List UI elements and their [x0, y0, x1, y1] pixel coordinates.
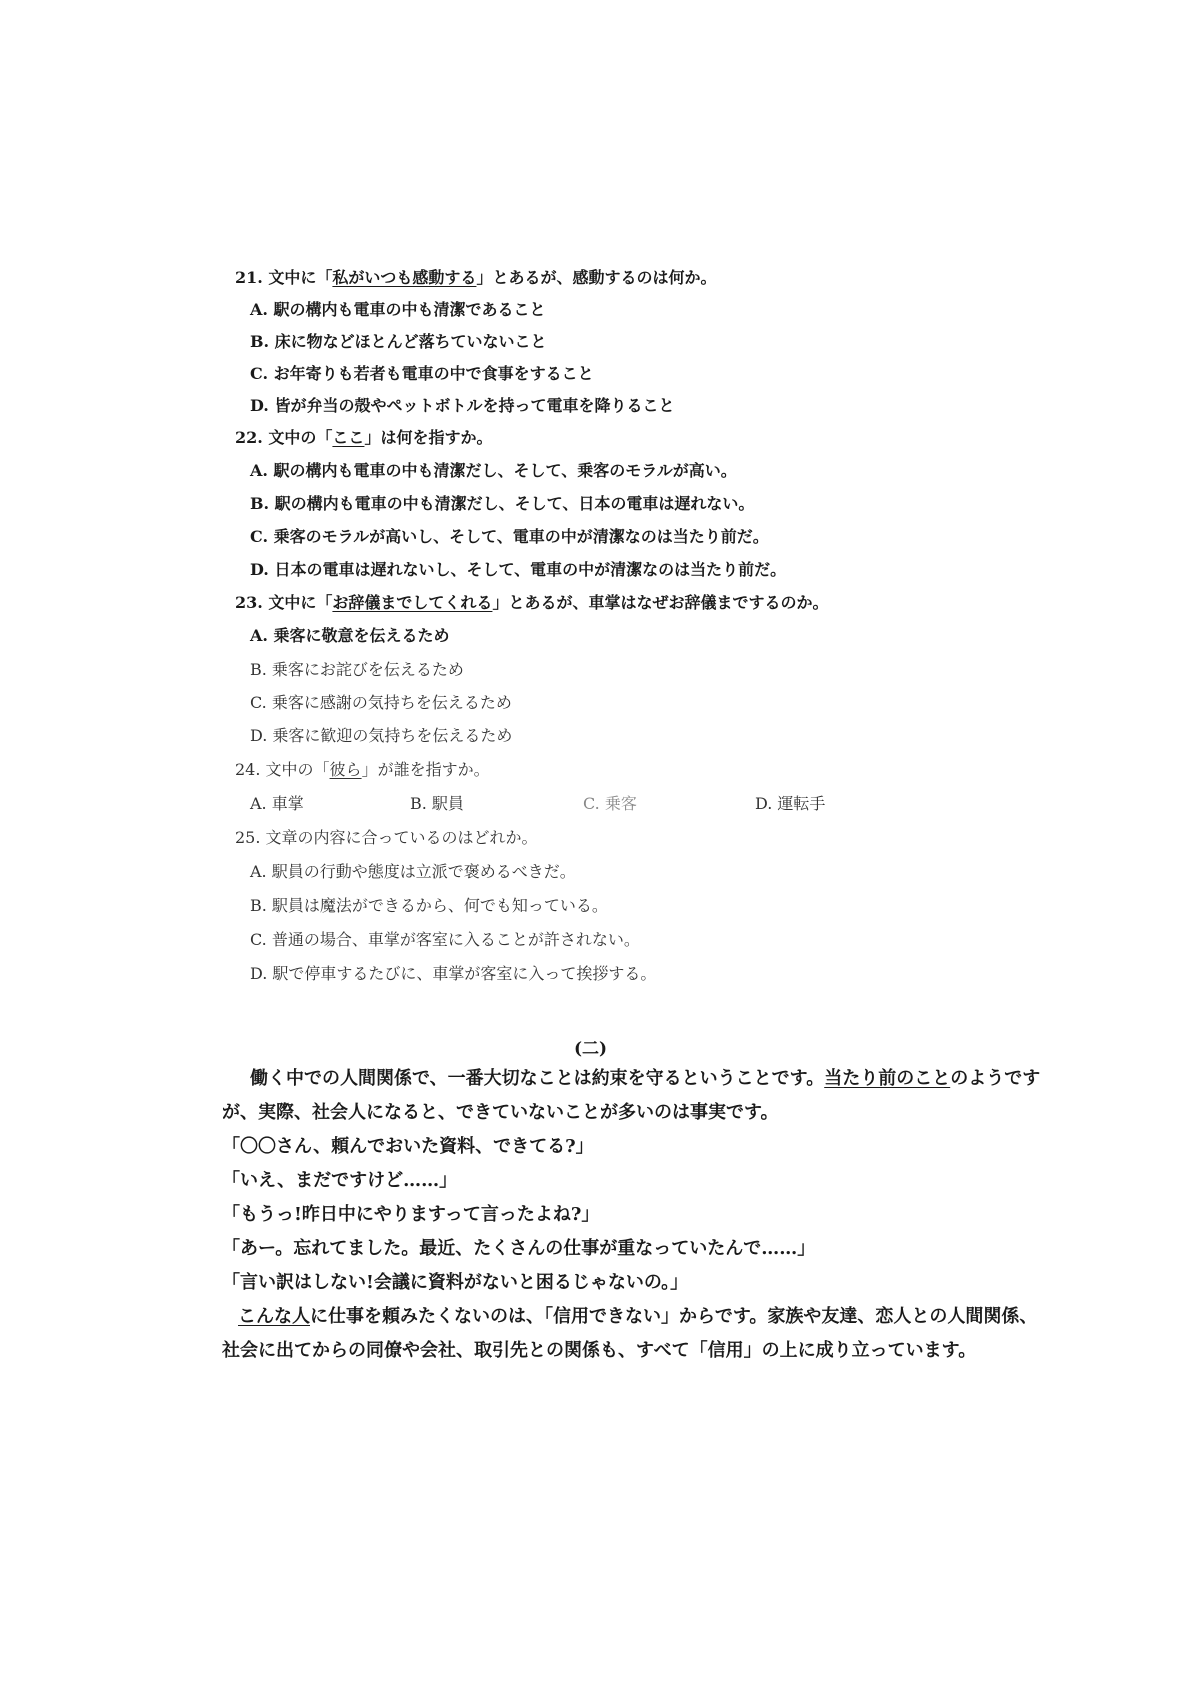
- option-22-c: C. 乗客のモラルが高いし、そして、電車の中が清潔なのは当たり前だ。: [250, 527, 769, 546]
- question-21-quote: 私がいつも感動する: [332, 268, 477, 287]
- option-25-d: D. 駅で停車するたびに、車掌が客室に入って挨拶する。: [250, 964, 657, 983]
- question-22: [235, 428, 492, 448]
- question-21: [235, 268, 716, 288]
- option-21-c: C. お年寄りも若者も電車の中で食事をすること: [250, 364, 594, 383]
- option-21-d: D. 皆が弁当の殻やペットボトルを持って電車を降りること: [250, 396, 675, 415]
- dialog-line-5: 「言い訳はしない!会議に資料がないと困るじゃないの。」: [222, 1272, 689, 1293]
- option-23-b: B. 乗客にお詫びを伝えるため: [250, 660, 464, 679]
- question-21-suffix: 」とあるが、感動するのは何か。: [476, 268, 717, 287]
- question-24: [235, 760, 490, 780]
- option-22-a: A. 駅の構内も電車の中も清潔だし、そして、乗客のモラルが高い。: [250, 461, 737, 480]
- question-23-quote: お辞儀までしてくれる: [332, 593, 493, 612]
- question-22-quote: ここ: [332, 428, 365, 447]
- option-23-c: C. 乗客に感謝の気持ちを伝えるため: [250, 693, 512, 712]
- section-title: (二): [574, 1039, 608, 1059]
- option-24-d: D. 運転手: [755, 794, 826, 813]
- paragraph-2-line-1: [238, 1306, 1037, 1328]
- paragraph-2-line-2: 社会に出てからの同僚や会社、取引先との関係も、すべて「信用」の上に成り立っています。: [222, 1340, 977, 1361]
- option-22-b: B. 駅の構内も電車の中も清潔だし、そして、日本の電車は遅れない。: [250, 494, 755, 513]
- paragraph-1-text-a: 働く中での人間関係で、一番大切なことは約束を守るということです。: [250, 1068, 825, 1089]
- paragraph-1-text-b: のようです: [950, 1068, 1041, 1089]
- paragraph-2-underlined: こんな人: [238, 1306, 310, 1327]
- dialog-line-1: 「〇〇さん、頼んでおいた資料、できてる?」: [222, 1136, 594, 1157]
- paragraph-1-underlined: 当たり前のこと: [824, 1068, 951, 1089]
- paragraph-2-text-a: に仕事を頼みたくないのは、「信用できない」からです。家族や友達、恋人との人間関係、: [310, 1306, 1038, 1327]
- option-25-b: B. 駅員は魔法ができるから、何でも知っている。: [250, 896, 608, 915]
- option-25-c: C. 普通の場合、車掌が客室に入ることが許されない。: [250, 930, 640, 949]
- paragraph-1-line-2: が、実際、社会人になると、できていないことが多いのは事実です。: [222, 1102, 779, 1123]
- question-23: [235, 593, 828, 613]
- option-21-a: A. 駅の構内も電車の中も清潔であること: [250, 300, 546, 319]
- question-24-quote: 彼ら: [329, 760, 362, 779]
- option-25-a: A. 駅員の行動や態度は立派で褒めるべきだ。: [250, 862, 576, 881]
- option-23-a: A. 乗客に敬意を伝えるため: [250, 626, 450, 645]
- option-24-b: B. 駅員: [410, 794, 464, 813]
- dialog-line-4: 「あー。忘れてました。最近、たくさんの仕事が重なっていたんで……」: [222, 1238, 816, 1259]
- question-21-prefix: 21. 文中に「: [235, 268, 333, 287]
- question-25: 25. 文章の内容に合っているのはどれか。: [235, 828, 538, 847]
- question-24-suffix: 」が誰を指すか。: [361, 760, 490, 779]
- option-24-c: C. 乗客: [583, 794, 637, 813]
- question-22-prefix: 22. 文中の「: [235, 428, 333, 447]
- dialog-line-2: 「いえ、まだですけど……」: [222, 1170, 458, 1191]
- option-23-d: D. 乗客に歓迎の気持ちを伝えるため: [250, 726, 513, 745]
- question-23-suffix: 」とあるが、車掌はなぜお辞儀までするのか。: [492, 593, 829, 612]
- option-22-d: D. 日本の電車は遅れないし、そして、電車の中が清潔なのは当たり前だ。: [250, 560, 787, 579]
- question-22-suffix: 」は何を指すか。: [364, 428, 493, 447]
- option-21-b: B. 床に物などほとんど落ちていないこと: [250, 332, 547, 351]
- paragraph-1-line-1: [250, 1068, 1040, 1090]
- question-23-prefix: 23. 文中に「: [235, 593, 333, 612]
- question-24-prefix: 24. 文中の「: [235, 760, 330, 779]
- dialog-line-3: 「もうっ!昨日中にやりますって言ったよね?」: [222, 1204, 600, 1225]
- option-24-a: A. 車掌: [250, 794, 304, 813]
